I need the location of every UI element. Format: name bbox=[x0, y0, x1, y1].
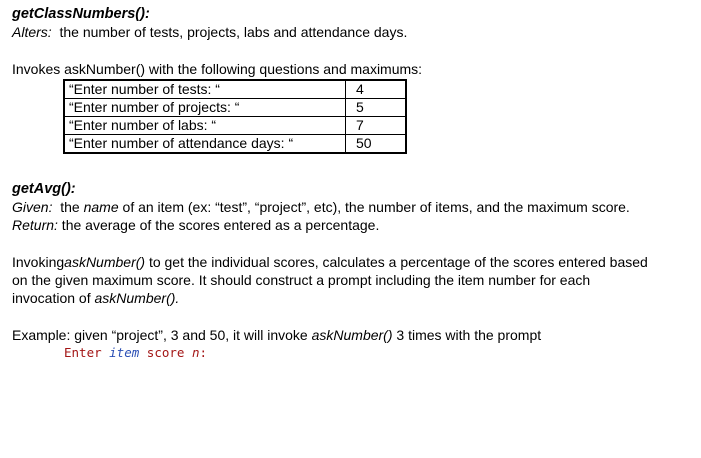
section-heading-getavg: getAvg(): bbox=[12, 181, 76, 197]
description-line-2: on the given maximum score. It should construct a prompt including the item number for each bbox=[12, 272, 591, 288]
given-label: Given: bbox=[12, 199, 53, 215]
description-line-3 bbox=[12, 289, 692, 307]
return-label: Return: bbox=[12, 217, 58, 233]
return-line bbox=[12, 216, 692, 234]
example-pre: Example: given “project”, 3 and 50, it will invoke bbox=[12, 327, 312, 343]
example-asknumber: askNumber() bbox=[311, 327, 393, 343]
alters-line bbox=[12, 23, 692, 41]
table-row bbox=[64, 99, 406, 117]
given-line bbox=[12, 198, 692, 216]
code-enter: Enter bbox=[64, 345, 110, 360]
question-prompt: “Enter number of labs: “ bbox=[64, 117, 346, 135]
alters-label: Alters: bbox=[12, 24, 52, 40]
question-maximum: 4 bbox=[346, 80, 407, 99]
invokes-line: Invokes askNumber() with the following questions and maximums: bbox=[12, 61, 423, 77]
questions-table bbox=[63, 79, 407, 154]
question-prompt: “Enter number of projects: “ bbox=[64, 99, 346, 117]
example-line bbox=[12, 326, 692, 344]
description-post: to get the individual scores, calculates a percentage of the scores entered based bbox=[145, 254, 648, 270]
question-maximum: 5 bbox=[346, 99, 407, 117]
description-asknumber: askNumber() bbox=[64, 254, 146, 270]
given-text-pre: the bbox=[52, 199, 84, 215]
table-row bbox=[64, 80, 406, 99]
question-prompt: “Enter number of attendance days: “ bbox=[64, 135, 346, 154]
given-text-post: of an item (ex: “test”, “project”, etc), the number of items, and the maximum score. bbox=[118, 199, 630, 215]
alters-text: the number of tests, projects, labs and attendance days. bbox=[51, 24, 408, 40]
description-line-1 bbox=[12, 253, 692, 271]
table-row bbox=[64, 117, 406, 135]
section-heading-getclassnumbers: getClassNumbers(): bbox=[12, 6, 150, 22]
given-text-name: name bbox=[83, 199, 119, 215]
description-pre: Invoking bbox=[12, 254, 65, 270]
code-colon: : bbox=[199, 345, 208, 360]
document bbox=[12, 5, 692, 362]
question-maximum: 7 bbox=[346, 117, 407, 135]
example-post: 3 times with the prompt bbox=[392, 327, 542, 343]
description-line-3-asknumber: askNumber(). bbox=[94, 290, 180, 306]
question-maximum: 50 bbox=[346, 135, 407, 154]
example-prompt-code bbox=[64, 344, 692, 362]
question-prompt: “Enter number of tests: “ bbox=[64, 80, 346, 99]
code-item: item bbox=[109, 345, 140, 360]
description-line-3-pre: invocation of bbox=[12, 290, 95, 306]
code-score: score bbox=[139, 345, 192, 360]
return-text: the average of the scores entered as a percentage. bbox=[57, 217, 380, 233]
code-n: n bbox=[191, 345, 200, 360]
table-row bbox=[64, 135, 406, 154]
